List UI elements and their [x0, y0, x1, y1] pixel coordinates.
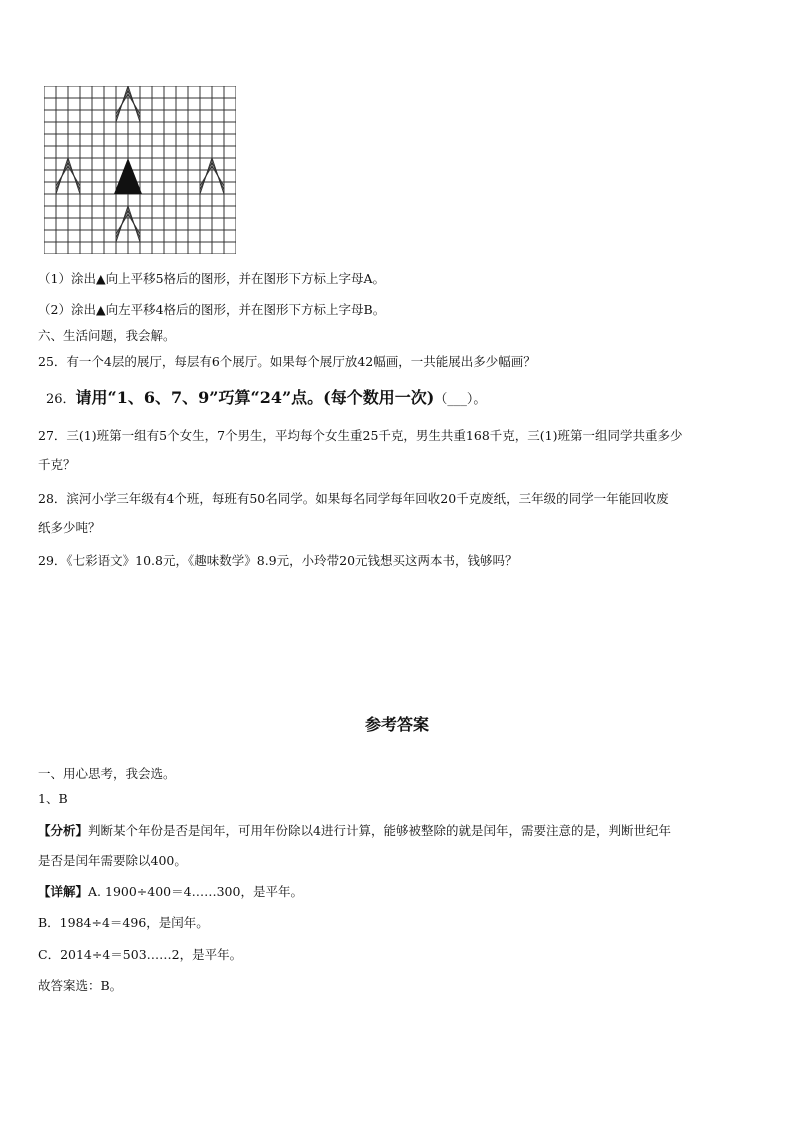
question-26-number: 26．	[46, 392, 76, 407]
question-26-text: 请用“1、6、7、9”巧算“24”点。(每个数用一次)	[75, 388, 435, 407]
section-6-title: 六、生活问题，我会解。	[38, 328, 176, 343]
question-29: 29．《七彩语文》10.8元，《趣味数学》8.9元，小玲带20元钱想买这两本书，钱够吗？	[38, 553, 518, 568]
conclusion: 故答案选：B。	[38, 978, 123, 993]
analysis-line-2: 是否是闰年需要除以400。	[38, 853, 187, 868]
analysis-line-1	[38, 822, 671, 840]
instruction-2: （2）涂出▲向左平移4格后的图形，并在图形下方标上字母B。	[38, 302, 386, 317]
question-26-blank: （___）。	[434, 392, 487, 407]
detail-line-b: B．1984÷4＝496，是闰年。	[38, 915, 209, 930]
question-25: 25．有一个4层的展厅，每层有6个展厅。如果每个展厅放42幅画，一共能展出多少幅画？	[38, 354, 536, 369]
question-28-line-2: 纸多少吨？	[38, 520, 101, 535]
instruction-1: （1）涂出▲向上平移5格后的图形，并在图形下方标上字母A。	[38, 271, 386, 286]
question-27-line-2: 千克？	[38, 457, 76, 472]
grid-drawing	[44, 86, 236, 254]
detail-line-c: C．2014÷4＝503……2，是平年。	[38, 947, 243, 962]
question-28-line-1: 28．滨河小学三年级有4个班，每班有50名同学。如果每名同学每年回收20千克废纸，三年级的同学一年能回收废	[38, 491, 669, 506]
answers-section-1: 一、用心思考，我会选。	[38, 766, 176, 781]
question-27-line-1: 27．三(1)班第一组有5个女生，7个男生，平均每个女生重25千克，男生共重168千克，三(1)班第一组同学共重多少	[38, 428, 683, 443]
answers-heading: 参考答案	[364, 715, 429, 734]
answer-1: 1、B	[38, 791, 68, 806]
detail-a-text: A. 1900÷400＝4……300，是平年。	[88, 884, 303, 899]
question-26	[46, 389, 486, 409]
translation-grid-figure	[44, 86, 236, 254]
analysis-text: 判断某个年份是否是闰年，可用年份除以4进行计算，能够被整除的就是闰年，需要注意的是，判断世纪年	[88, 823, 671, 838]
detail-label: 【详解】	[38, 884, 89, 899]
detail-line-a	[38, 883, 303, 901]
analysis-label: 【分析】	[38, 823, 89, 838]
filled-triangle-shape	[114, 158, 142, 194]
